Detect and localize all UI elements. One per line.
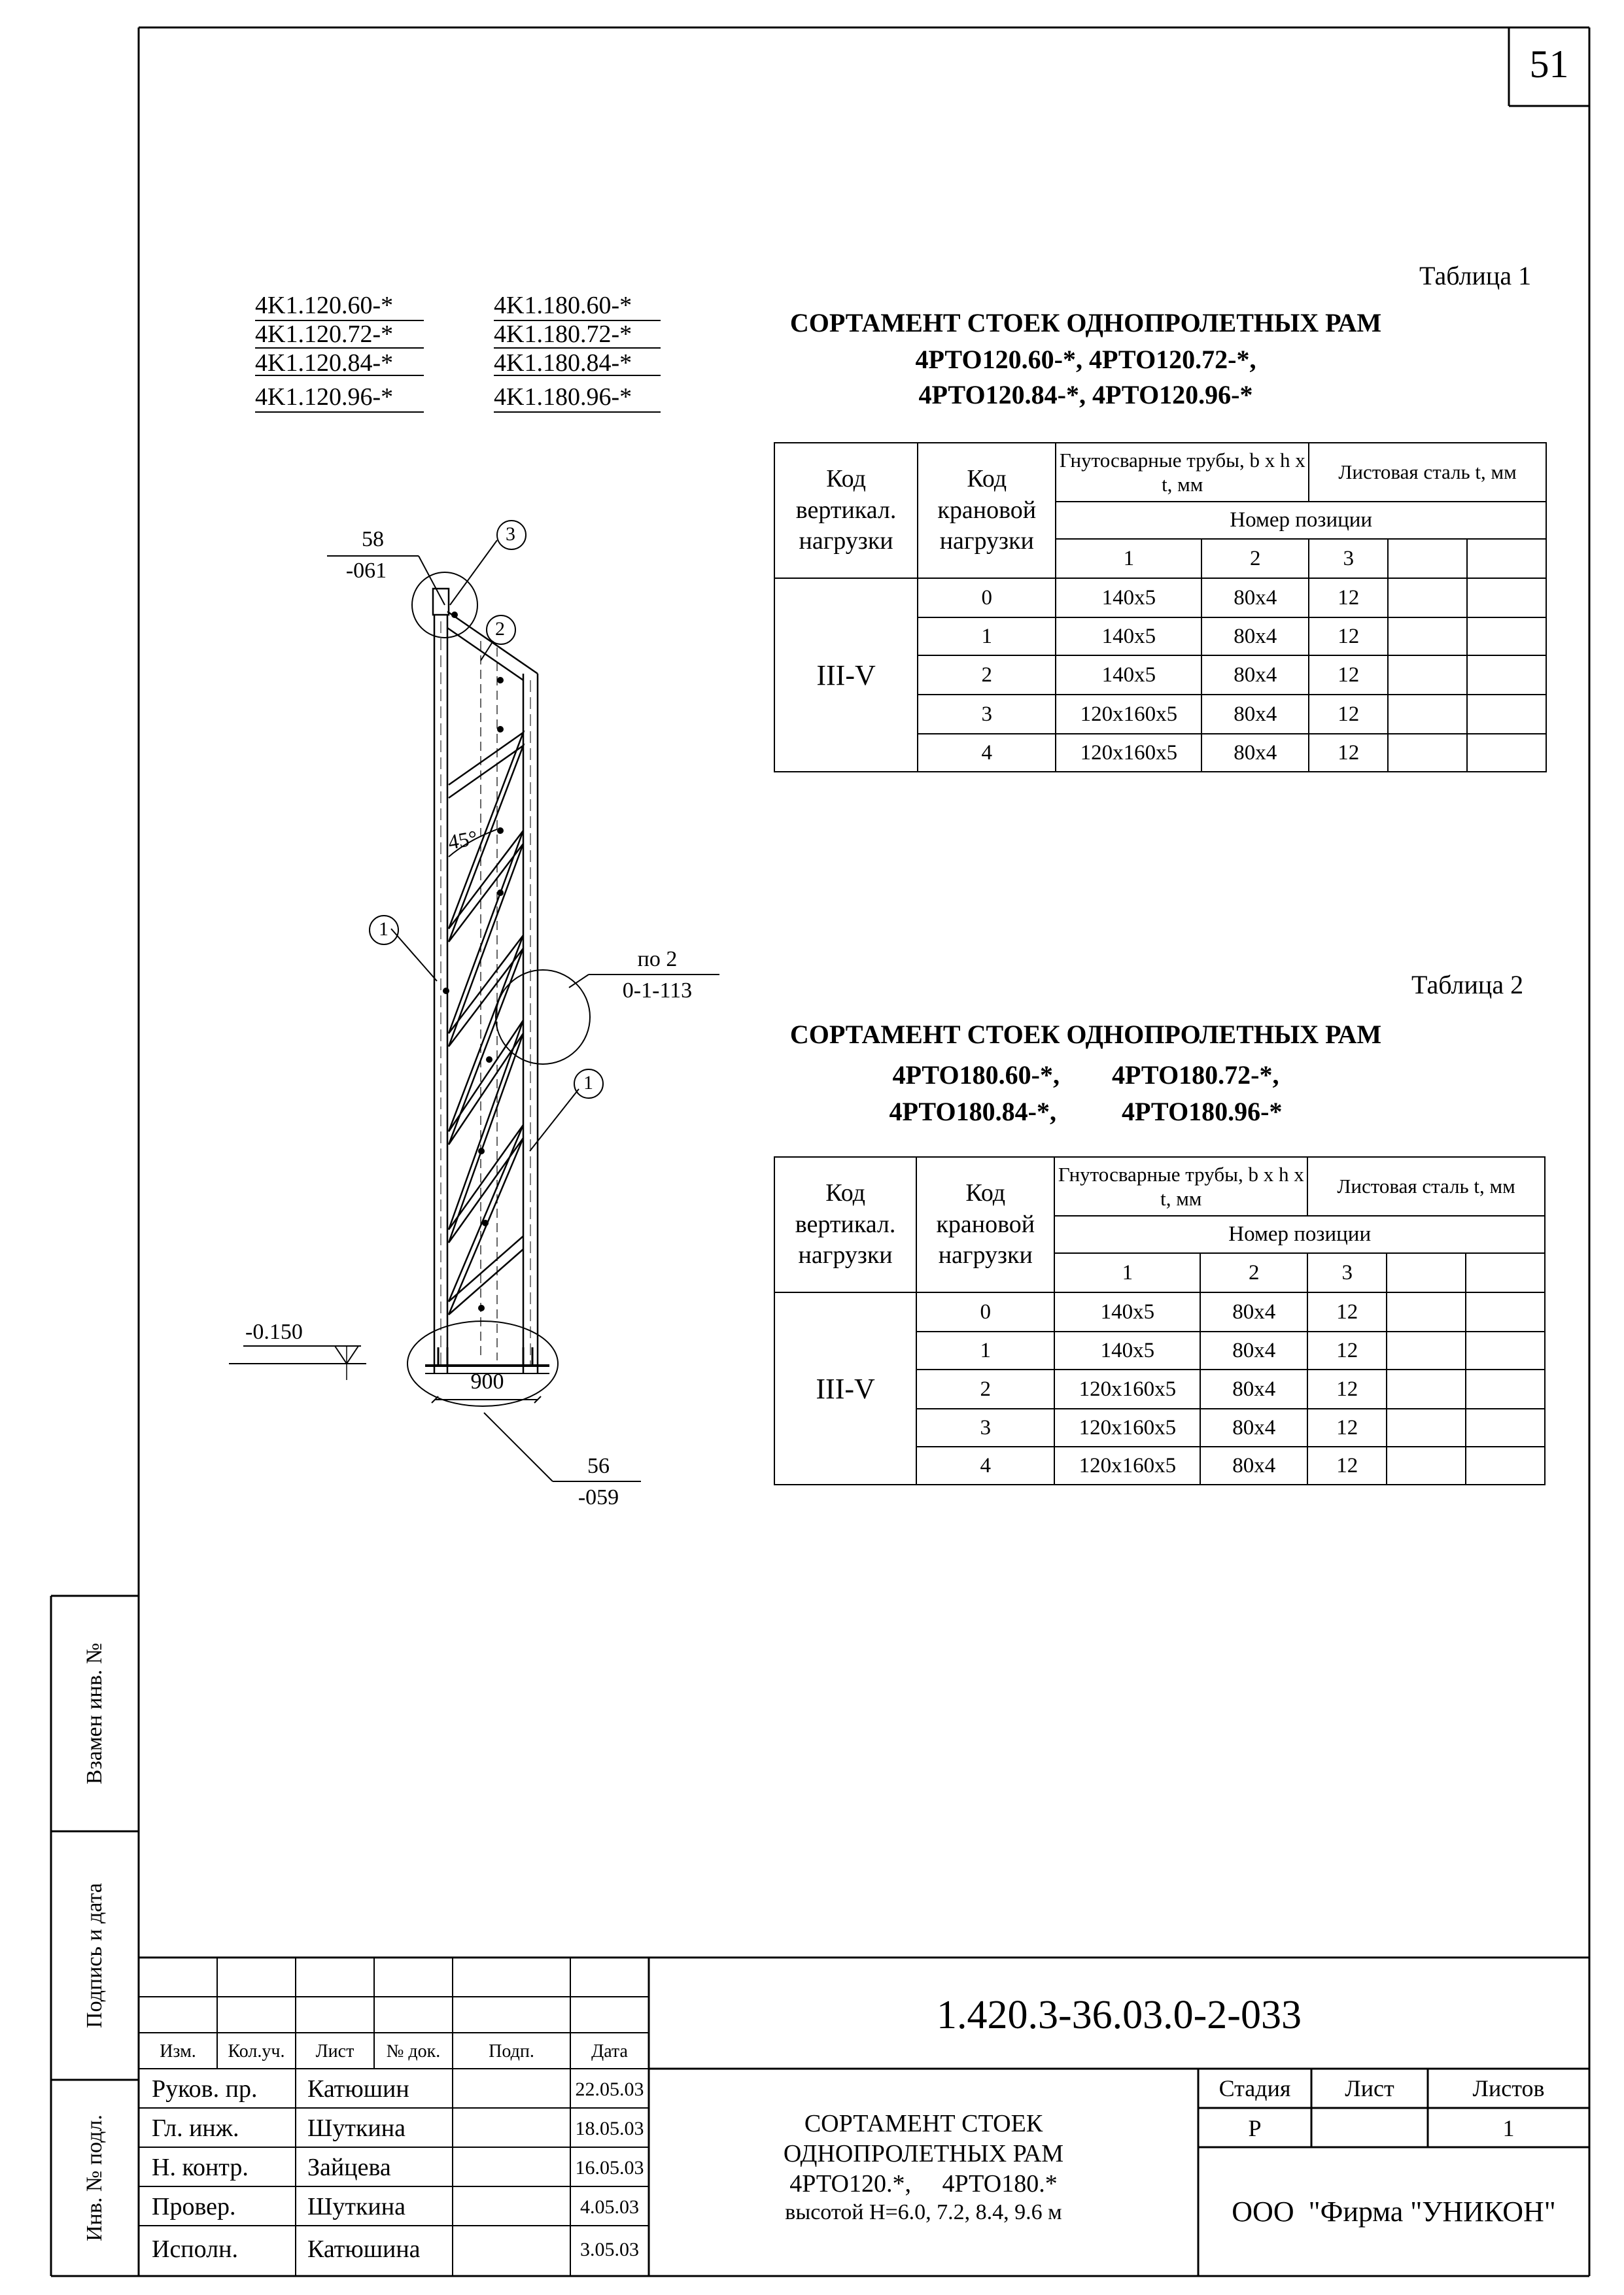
table-cell <box>1466 1447 1545 1485</box>
table-cell: 12 <box>1309 578 1388 617</box>
page-number: 51 <box>1529 43 1569 86</box>
role-date: 22.05.03 <box>575 2079 644 2100</box>
code-item: 4K1.180.96-* <box>494 383 632 411</box>
table-cell <box>1466 1409 1545 1447</box>
table-cell: 12 <box>1307 1409 1387 1447</box>
side-stamp-inventory: Инв. № подл. <box>82 2114 107 2241</box>
table-cell: 140x5 <box>1056 578 1201 617</box>
table-cell <box>1387 1370 1466 1409</box>
doc-title-line: 4РТО120.*, 4РТО180.* <box>789 2170 1058 2198</box>
node-bottom-number: 56 <box>587 1454 610 1478</box>
table-cell <box>1387 1447 1466 1485</box>
table-cell: 80x4 <box>1200 1409 1307 1447</box>
table1-head-position: Номер позиции <box>1056 502 1546 539</box>
table-cell <box>1467 617 1546 655</box>
table2-pos-number <box>1387 1253 1466 1292</box>
table-cell <box>1466 1332 1545 1370</box>
header-cell: Кол.уч. <box>228 2041 285 2062</box>
table-cell: 2 <box>918 655 1056 695</box>
table-cell: 12 <box>1307 1332 1387 1370</box>
header-cell: Дата <box>591 2041 628 2062</box>
table-cell <box>1466 1370 1545 1409</box>
code-item: 4K1.120.96-* <box>255 383 394 411</box>
table2-head-vertical: Код вертикал. нагрузки <box>774 1157 916 1292</box>
table-cell <box>1387 1332 1466 1370</box>
role-date: 4.05.03 <box>580 2196 639 2218</box>
column-drawing <box>196 497 785 1517</box>
table1-pos-number <box>1467 539 1546 578</box>
doc-title-line: СОРТАМЕНТ СТОЕК <box>804 2110 1043 2137</box>
table-cell <box>1467 734 1546 772</box>
side-stamp-replaced: Взамен инв. № <box>82 1642 107 1785</box>
node-top-number: 58 <box>362 527 384 551</box>
table-cell: 4 <box>916 1447 1054 1485</box>
header-cell: Изм. <box>160 2041 196 2062</box>
table2-head-tubes: Гнутосварные трубы, b x h x t, мм <box>1054 1157 1307 1216</box>
pos-label-1-left: 1 <box>379 918 389 940</box>
pos-label-1-right: 1 <box>583 1072 593 1094</box>
table1-pos-number: 1 <box>1056 539 1201 578</box>
table-cell: 120x160x5 <box>1054 1370 1200 1409</box>
table-cell <box>1467 655 1546 695</box>
code-item: 4K1.180.60-* <box>494 292 632 319</box>
table-cell <box>1387 1409 1466 1447</box>
table-cell: 140x5 <box>1054 1292 1200 1332</box>
table-cell: 80x4 <box>1200 1447 1307 1485</box>
table-cell: 80x4 <box>1201 695 1309 734</box>
stage-label: Стадия <box>1218 2075 1291 2101</box>
table1-group-code: III-V <box>774 578 918 772</box>
table1 <box>774 442 1547 772</box>
table-cell: 140x5 <box>1054 1332 1200 1370</box>
base-width-dimension: 900 <box>470 1370 504 1394</box>
role-date: 3.05.03 <box>580 2239 639 2260</box>
angle-label: 45° <box>446 825 479 854</box>
table-cell: 12 <box>1307 1292 1387 1332</box>
header-cell: Подп. <box>489 2041 534 2062</box>
table2-title-line3: 4РТО180.84-*, 4РТО180.96-* <box>889 1097 1283 1126</box>
table-cell <box>1466 1292 1545 1332</box>
table-cell: 80x4 <box>1201 734 1309 772</box>
role-name: Шуткина <box>307 2114 406 2142</box>
table-cell: 80x4 <box>1200 1292 1307 1332</box>
table-cell: 12 <box>1307 1447 1387 1485</box>
table2-pos-number: 2 <box>1200 1253 1307 1292</box>
sheet-label: Лист <box>1345 2075 1394 2101</box>
side-stamp-signature-date: Подпись и дата <box>82 1883 107 2028</box>
table-cell: 12 <box>1309 734 1388 772</box>
role-label: Провер. <box>152 2193 236 2220</box>
sheets-label: Листов <box>1472 2075 1545 2101</box>
stage-value: Р <box>1248 2115 1262 2141</box>
code-item: 4K1.180.84-* <box>494 349 632 377</box>
table1-title-line3: 4РТО120.84-*, 4РТО120.96-* <box>918 380 1253 409</box>
code-item: 4K1.180.72-* <box>494 320 632 348</box>
table-cell: 120x160x5 <box>1056 734 1201 772</box>
header-cell: Лист <box>315 2041 354 2062</box>
table2-title-line2: 4РТО180.60-*, 4РТО180.72-*, <box>892 1060 1279 1090</box>
table2-title-line1: СОРТАМЕНТ СТОЕК ОДНОПРОЛЕТНЫХ РАМ <box>789 1020 1382 1049</box>
role-label: Гл. инж. <box>152 2114 239 2142</box>
role-date: 18.05.03 <box>575 2118 644 2139</box>
table-cell: 80x4 <box>1201 578 1309 617</box>
node-mid-circle <box>496 970 590 1064</box>
code-item: 4K1.120.72-* <box>255 320 394 348</box>
table-cell <box>1388 617 1467 655</box>
table2-pos-number <box>1466 1253 1545 1292</box>
role-name: Катюшина <box>307 2235 421 2263</box>
table-cell <box>1388 655 1467 695</box>
table-cell <box>1388 695 1467 734</box>
table-cell <box>1467 695 1546 734</box>
table-cell: 140x5 <box>1056 655 1201 695</box>
pos-label-3: 3 <box>506 523 515 545</box>
table-cell: 1 <box>916 1332 1054 1370</box>
table-cell: 12 <box>1307 1370 1387 1409</box>
level-mark: -0.150 <box>245 1320 303 1344</box>
table2-group-code: III-V <box>774 1292 916 1485</box>
table2-head-position: Номер позиции <box>1054 1216 1545 1253</box>
pos-label-2: 2 <box>495 618 505 640</box>
node-mid-number: по 2 <box>637 947 678 971</box>
table-cell: 0 <box>916 1292 1054 1332</box>
table-cell: 120x160x5 <box>1054 1409 1200 1447</box>
table1-head-sheet: Листовая сталь t, мм <box>1309 443 1546 502</box>
doc-title-line: высотой Н=6.0, 7.2, 8.4, 9.6 м <box>785 2200 1062 2224</box>
code-item: 4K1.120.84-* <box>255 349 394 377</box>
table-cell: 12 <box>1309 655 1388 695</box>
table-row <box>774 578 1546 617</box>
table2-pos-number: 3 <box>1307 1253 1387 1292</box>
table-cell: 80x4 <box>1201 655 1309 695</box>
table-cell: 80x4 <box>1201 617 1309 655</box>
table-cell <box>1388 734 1467 772</box>
table1-pos-number: 2 <box>1201 539 1309 578</box>
table1-head-tubes: Гнутосварные трубы, b x h x t, мм <box>1056 443 1309 502</box>
table-cell <box>1387 1292 1466 1332</box>
node-bottom-sheet: -059 <box>578 1485 619 1510</box>
table-cell: 80x4 <box>1200 1332 1307 1370</box>
doc-title-line: ОДНОПРОЛЕТНЫХ РАМ <box>783 2140 1064 2167</box>
company-name: ООО "Фирма "УНИКОН" <box>1232 2196 1556 2228</box>
table-cell: 120x160x5 <box>1056 695 1201 734</box>
header-cell: № док. <box>386 2041 441 2062</box>
role-date: 16.05.03 <box>575 2157 644 2179</box>
table1-pos-number <box>1388 539 1467 578</box>
role-label: Исполн. <box>152 2235 238 2263</box>
role-name: Катюшин <box>307 2075 409 2103</box>
table1-head-vertical: Код вертикал. нагрузки <box>774 443 918 578</box>
table1-title-line1: СОРТАМЕНТ СТОЕК ОДНОПРОЛЕТНЫХ РАМ <box>789 308 1382 337</box>
table-cell: 3 <box>916 1409 1054 1447</box>
table1-caption: Таблица 1 <box>1419 261 1532 290</box>
table-cell <box>1388 578 1467 617</box>
role-name: Шуткина <box>307 2193 406 2220</box>
table-cell: 0 <box>918 578 1056 617</box>
table-cell <box>1467 578 1546 617</box>
role-label: Н. контр. <box>152 2154 249 2181</box>
table-cell: 1 <box>918 617 1056 655</box>
table-cell: 140x5 <box>1056 617 1201 655</box>
node-top-sheet: -061 <box>345 559 387 583</box>
table1-pos-number: 3 <box>1309 539 1388 578</box>
table2-head-crane: Код крановой нагрузки <box>916 1157 1054 1292</box>
table2 <box>774 1156 1546 1485</box>
table-cell: 4 <box>918 734 1056 772</box>
table-cell: 120x160x5 <box>1054 1447 1200 1485</box>
table-cell: 12 <box>1309 617 1388 655</box>
table2-caption: Таблица 2 <box>1411 970 1524 999</box>
table-cell: 3 <box>918 695 1056 734</box>
sheets-value: 1 <box>1502 2115 1515 2141</box>
table2-head-sheet: Листовая сталь t, мм <box>1307 1157 1545 1216</box>
table1-title-line2: 4РТО120.60-*, 4РТО120.72-*, <box>915 345 1256 374</box>
table-cell: 12 <box>1309 695 1388 734</box>
table2-pos-number: 1 <box>1054 1253 1200 1292</box>
table-row <box>774 1292 1545 1332</box>
table-cell: 80x4 <box>1200 1370 1307 1409</box>
role-label: Руков. пр. <box>152 2075 258 2103</box>
document-designation: 1.420.3-36.03.0-2-033 <box>937 1993 1302 2037</box>
table-cell: 2 <box>916 1370 1054 1409</box>
role-name: Зайцева <box>307 2154 391 2181</box>
node-mid-sheet: 0-1-113 <box>622 978 693 1003</box>
table1-head-crane: Код крановой нагрузки <box>918 443 1056 578</box>
code-item: 4K1.120.60-* <box>255 292 394 319</box>
